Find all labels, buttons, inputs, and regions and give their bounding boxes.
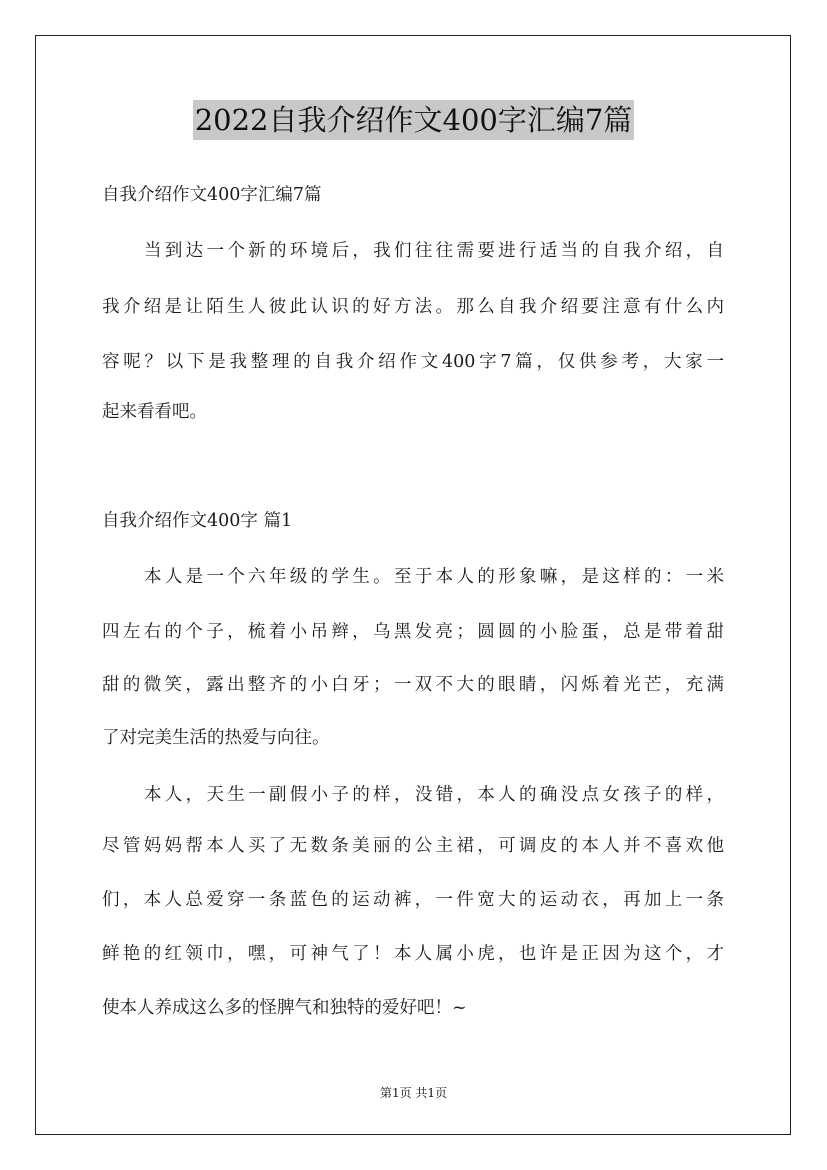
paragraph-line: 四左右的个子，梳着小吊辫，乌黑发亮；圆圆的小脸蛋，总是带着甜 (102, 622, 724, 642)
document-title: 2022自我介绍作文400字汇编7篇 (193, 100, 635, 140)
paragraph-line: 甜的微笑，露出整齐的小白牙；一双不大的眼睛，闪烁着光芒，充满 (102, 675, 724, 695)
paragraph-line: 了对完美生活的热爱与向往。 (102, 728, 330, 748)
intro-line: 起来看看吧。 (102, 402, 207, 422)
paragraph-line: 本人是一个六年级的学生。至于本人的形象嘛，是这样的：一米 (144, 567, 724, 587)
paragraph-line: 使本人养成这么多的怪脾气和独特的爱好吧！~ (102, 998, 467, 1018)
paragraph-line: 鲜艳的红领巾，嘿，可神气了！本人属小虎，也许是正因为这个，才 (102, 944, 724, 964)
page-number: 第1页 共1页 (379, 1086, 448, 1100)
paragraph-line: 尽管妈妈帮本人买了无数条美丽的公主裙，可调皮的本人并不喜欢他 (102, 836, 724, 856)
paragraph-line: 本人，天生一副假小子的样，没错，本人的确没点女孩子的样， (144, 785, 724, 805)
intro-line: 容呢？以下是我整理的自我介绍作文400字7篇，仅供参考，大家一 (102, 352, 724, 372)
title-container (0, 100, 827, 140)
intro-line: 我介绍是让陌生人彼此认识的好方法。那么自我介绍要注意有什么内 (102, 297, 724, 317)
paragraph-line: 们，本人总爱穿一条蓝色的运动裤，一件宽大的运动衣，再加上一条 (102, 890, 724, 910)
intro-line: 当到达一个新的环境后，我们往往需要进行适当的自我介绍，自 (144, 241, 724, 261)
section-heading: 自我介绍作文400字 篇1 (102, 511, 293, 531)
document-subtitle: 自我介绍作文400字汇编7篇 (102, 185, 322, 205)
